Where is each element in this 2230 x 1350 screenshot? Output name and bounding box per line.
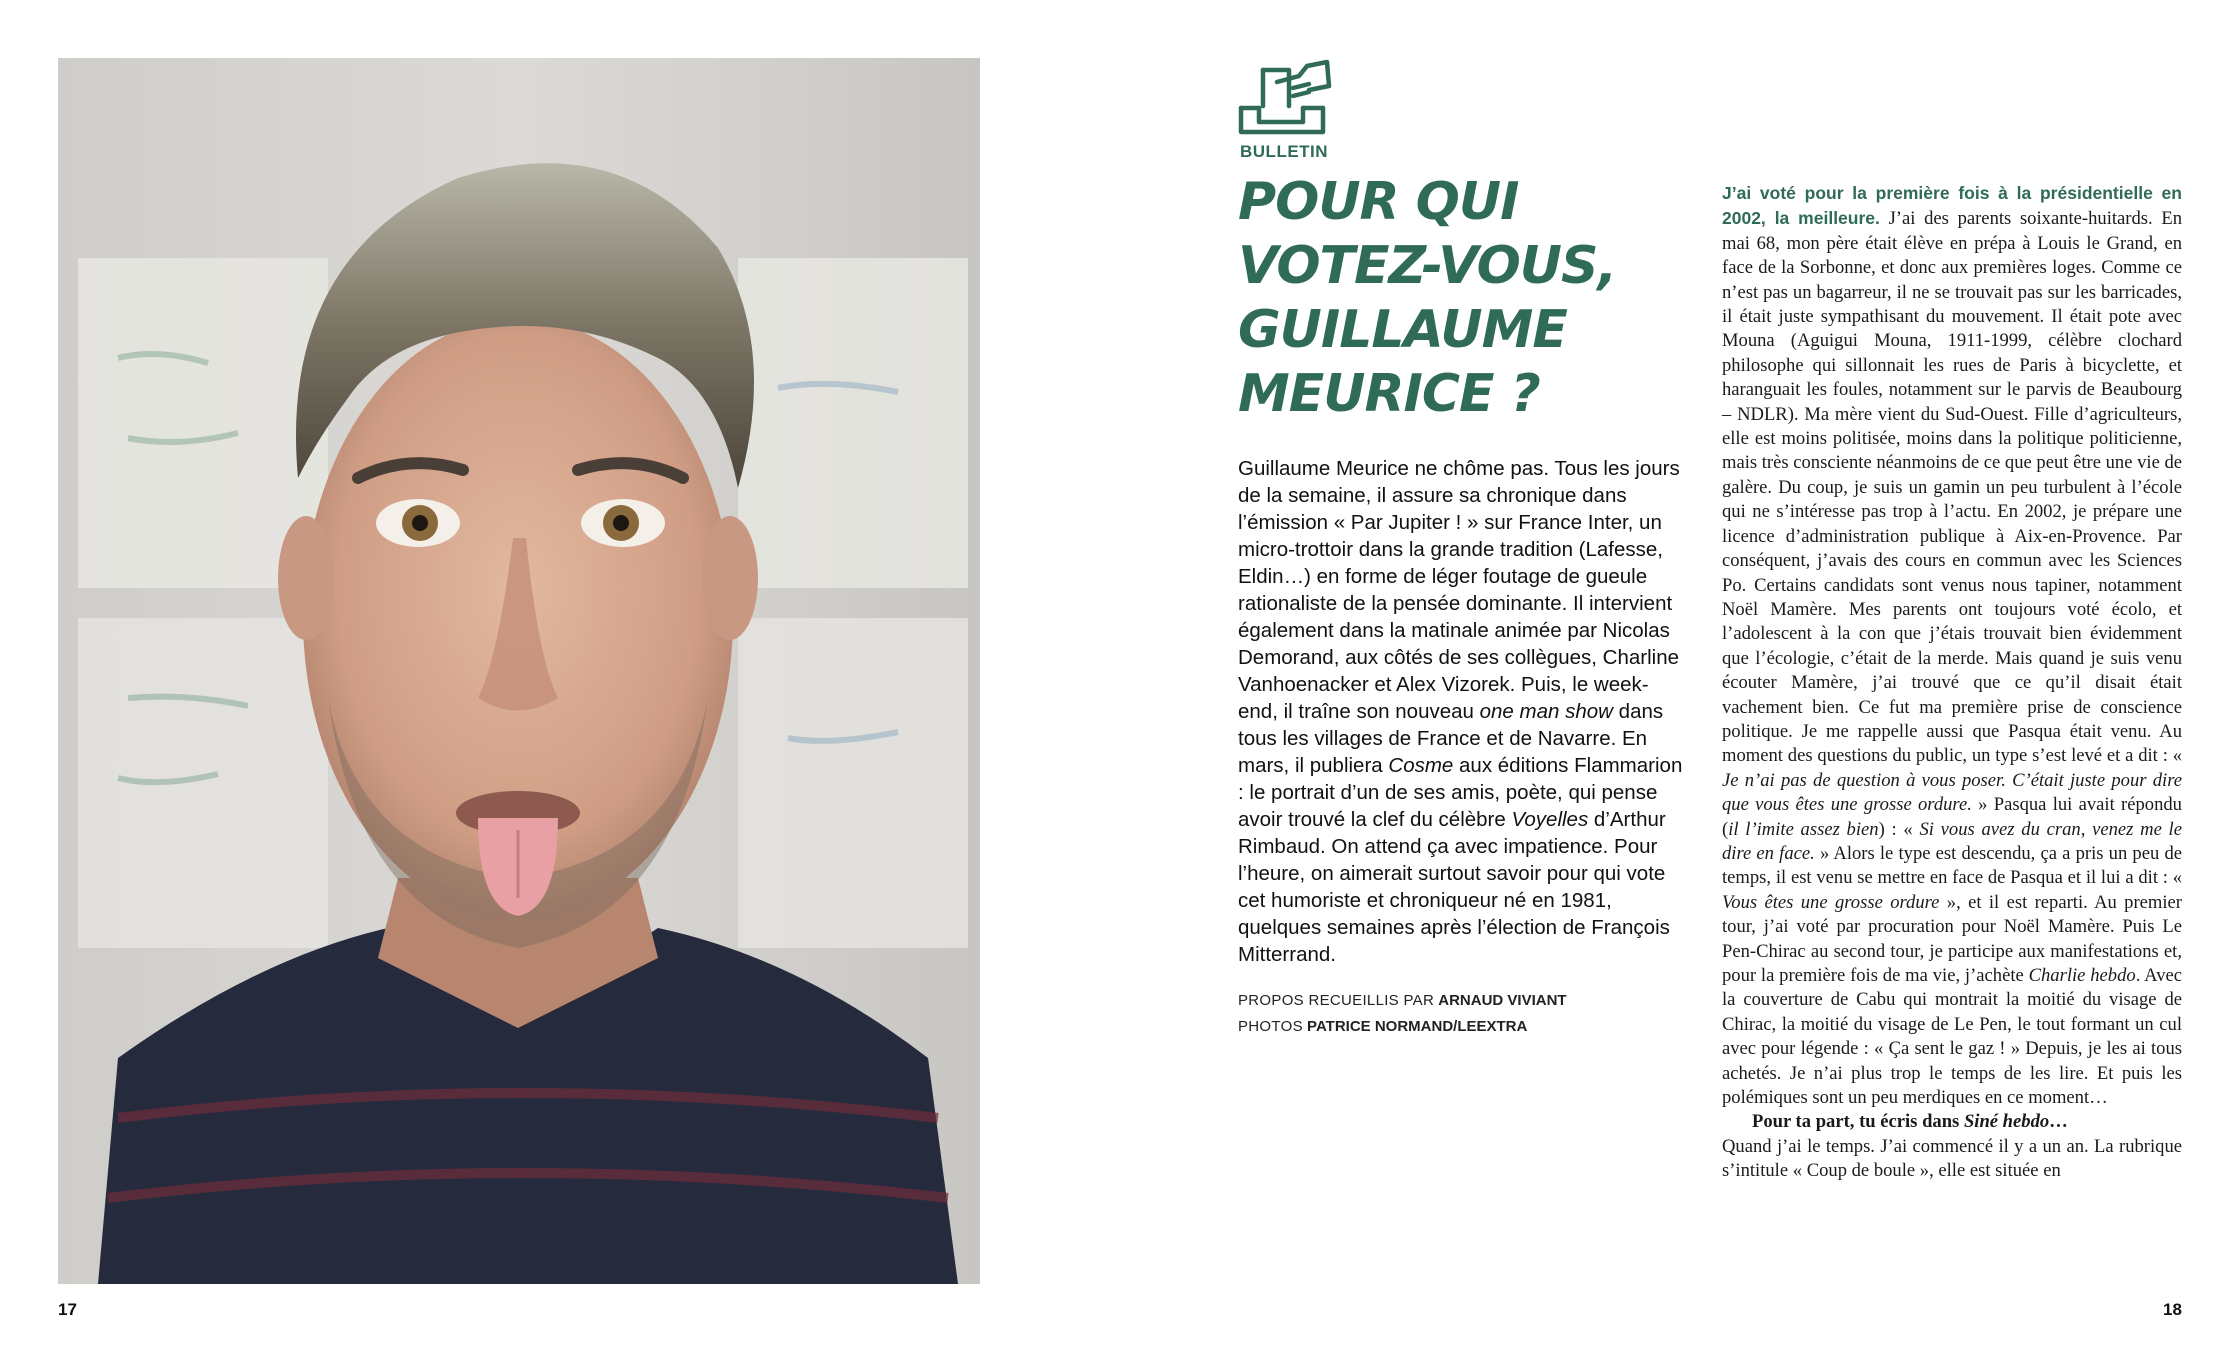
intro-text-3: aux éditions Flammarion : le portrait d’un de ses amis, poète, qui pense avoir trouvé la clef du célèbre bbox=[1238, 754, 1683, 831]
body-text-7: Quand j’ai le temps. J’ai commencé il y a un an. La rubrique s’intitule « Coup de boule », elle est située en bbox=[1722, 1135, 2182, 1182]
title-line-2: VOTEZ-VOUS, bbox=[1238, 236, 1617, 296]
credit-interview bbox=[1238, 988, 1688, 1014]
body-text-6: . Avec la couverture de Cabu qui montrait la moitié du visage de Chirac, la moitié du visage de Le Pen, le tout formant un cul avec pour légende : « Ça sent le gaz ! » Depuis, je les ai tous achetés. Je n’ai plus trop le temps de les lire. Et puis les polémiques sont un peu merdiques en ce moment… bbox=[1722, 965, 2183, 1109]
credit-interview-label: PROPOS RECUEILLIS PAR bbox=[1238, 992, 1435, 1009]
portrait-photo bbox=[58, 58, 980, 1284]
body-text-1: J’ai des parents soixante-huitards. En mai 68, mon père était élève en prépa à Louis le Grand, en face de la Sorbonne, et donc aux premières loges. Comme ce n’est pas un bagarreur, il ne se trouvait pas sur les barricades, il était juste sympathisant du mouvement. Il était pote avec Mouna (Aguigui Mouna, 1911-1999, célèbre clochard philosophe qui sillonnait les rues de Paris à bicyclette, et haranguait les foules, notamment sur le parvis de Beaubourg – NDLR). Ma mère vient du Sud-Ouest. Fille d’agriculteurs, elle est moins politisée, moins dans la politique politicienne, mais très consciente néanmoins de ce que peut être une vie de galère. Du coup, je suis un gamin un peu turbulent à l’école qui ne s’intéresse pas trop à l’actu. En 2002, je prépare une licence d’administration publique à Aix-en-Provence. Par conséquent, j’avais des cours en commun avec les Sciences Po. Certains candidats sont venus nous tapiner, notamment Noël Mamère. Mes parents ont toujours voté écolo, et l’adolescent à la con que j’étais trouvait bien évidemment que l’écologie, c’était de la merde. Mais quand je suis venu écouter Mamère, j’ai trouvé que ce qu’il disait était vachement bien. Ce fut ma première prise de conscience politique. Je me rappelle aussi que Pasqua était venu. Au moment des questions du public, un type s’est levé et a dit : « bbox=[1722, 208, 2183, 767]
body-text-5: », et il est reparti. Au premier tour, j’ai voté par procuration pour Noël Mamère. Puis Le Pen-Chirac au second tour, je participe aux manifestations et, pour la première fois de ma vie, j’achète bbox=[1722, 891, 2182, 986]
credits bbox=[1238, 988, 1688, 1040]
title-line-4: MEURICE ? bbox=[1238, 364, 1540, 424]
portrait-illustration bbox=[58, 58, 980, 1284]
body-paragraph-2 bbox=[1722, 1135, 2182, 1184]
body-italic-3: Si vous avez du cran, venez me le dire en face. bbox=[1722, 818, 2182, 864]
page-number-right: 18 bbox=[2163, 1300, 2182, 1319]
body-italic-4: Vous êtes une grosse ordure bbox=[1722, 891, 1940, 913]
lead-question: J’ai voté pour la première fois à la présidentielle en 2002, la meilleure. bbox=[1722, 183, 2182, 229]
body-text-3: ) : « bbox=[1878, 818, 1920, 840]
intro-text-4: d’Arthur Rimbaud. On attend ça avec impatience. Pour l’heure, on aimerait surtout savoir pour qui vote cet humoriste et chroniqueur né en 1981, quelques semaines après l’élection de François Mitterrand. bbox=[1238, 808, 1670, 966]
credit-interview-name: ARNAUD VIVIANT bbox=[1438, 992, 1567, 1009]
intro-text-1: Guillaume Meurice ne chôme pas. Tous les jours de la semaine, il assure sa chronique dans l’émission « Par Jupiter ! » sur France Inter, un micro-trottoir dans la grande tradition (Lafesse, Eldin…) en forme de léger foutage de gueule rationaliste de la pensée dominante. Il intervient également dans la matinale animée par Nicolas Demorand, aux côtés de ses collègues, Charline Vanhoenacker et Alex Vizorek. Puis, le week-end, il traîne son nouveau bbox=[1238, 457, 1680, 723]
credit-photos-label: PHOTOS bbox=[1238, 1018, 1303, 1035]
credit-photos-name: PATRICE NORMAND/LEEXTRA bbox=[1307, 1018, 1528, 1035]
body-paragraph-1 bbox=[1722, 181, 2182, 1110]
intro-italic-2: Cosme bbox=[1388, 754, 1454, 777]
question-2-italic: Siné hebdo bbox=[1963, 1111, 2050, 1133]
page-number-left: 17 bbox=[58, 1300, 77, 1319]
intro-text-2: dans tous les villages de France et de Navarre. En mars, il publiera bbox=[1238, 700, 1664, 777]
intro-italic-3: Voyelles bbox=[1511, 808, 1589, 831]
body-italic-2: il l’imite assez bien bbox=[1728, 818, 1879, 840]
credit-photos bbox=[1238, 1014, 1688, 1040]
question-2-text: Pour ta part, tu écris dans bbox=[1752, 1111, 1964, 1133]
body-italic-5: Charlie hebdo bbox=[2028, 965, 2136, 986]
body-text-2: » Pasqua lui avait répondu ( bbox=[1722, 794, 2182, 840]
article-title bbox=[1238, 170, 1698, 426]
intro-italic-1: one man show bbox=[1479, 700, 1613, 723]
article-body bbox=[1722, 181, 2182, 1184]
title-line-1: POUR QUI bbox=[1238, 172, 1519, 232]
question-2-end: … bbox=[2049, 1111, 2068, 1133]
intro-paragraph bbox=[1238, 455, 1688, 968]
interview-question-2 bbox=[1722, 1110, 2182, 1134]
ballot-box-icon bbox=[1237, 56, 1333, 136]
body-italic-1: Je n’ai pas de question à vous poser. C’était juste pour dire que vous êtes une grosse ordure. bbox=[1722, 769, 2182, 816]
title-line-3: GUILLAUME bbox=[1238, 300, 1567, 360]
body-text-4: » Alors le type est descendu, ça a pris un peu de temps, il est venu se mettre en face de Pasqua et il lui a dit : « bbox=[1722, 842, 2182, 889]
section-kicker: BULLETIN bbox=[1240, 142, 1329, 161]
